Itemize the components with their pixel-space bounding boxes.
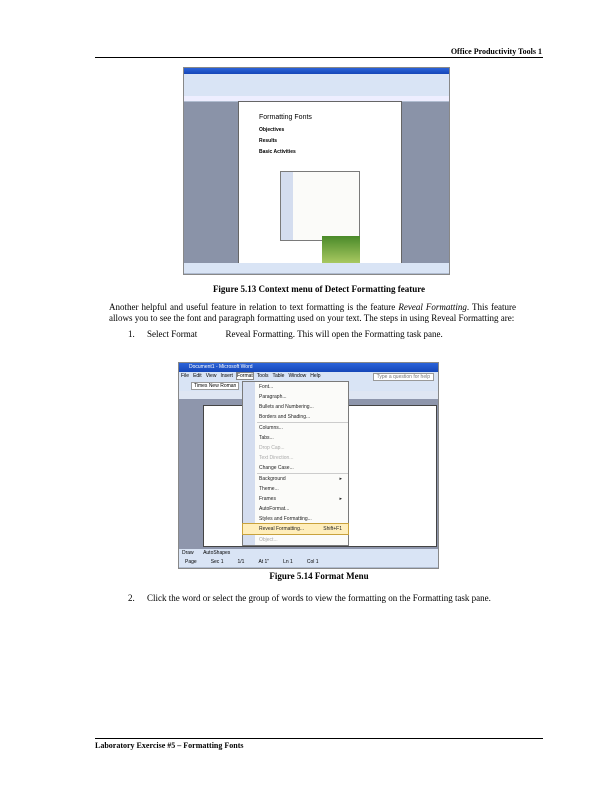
menu-item-theme[interactable] [243,484,348,494]
status-field: 1/1 [237,559,245,565]
doc-heading: Objectives [259,127,285,133]
menu-item-label: Frames [259,496,276,502]
figure-14-caption: Figure 5.14 Format Menu [269,571,369,581]
submenu-arrow-icon: ▸ [339,476,342,482]
step-text: Reveal Formatting. This will open the Formatting task pane. [225,329,443,339]
menu-help[interactable]: Help [310,373,321,379]
menu-item-label: Theme... [259,486,279,492]
menu-item-label: Object... [259,537,278,543]
menu-item-label: Change Case... [259,465,294,471]
context-menu [280,171,360,241]
doc-heading: Formatting Fonts [259,114,312,121]
toolbars [184,74,449,97]
header-rule [95,57,543,58]
body-paragraph [109,302,516,324]
menu-window[interactable]: Window [288,373,307,379]
menu-format[interactable]: Format [236,373,253,379]
paragraph-text: . This feature allows you to see the font and paragraph formatting used on your text. The steps in using Reveal Formatting are: [109,302,517,323]
menu-item-borders-and-shading[interactable] [243,412,348,422]
menu-insert[interactable]: Insert [220,373,233,379]
menu-item-bullets-and-numbering[interactable] [243,402,348,412]
step-number: 2. [128,593,135,603]
autoshapes-menu[interactable]: AutoShapes [203,550,231,556]
shortcut-label: Shift+F1 [323,526,342,532]
menu-item-font[interactable] [243,382,348,392]
figure-13-caption: Figure 5.13 Context menu of Detect Formatting feature [212,284,426,294]
status-bar [179,558,438,568]
menu-item-drop-cap[interactable] [243,443,348,453]
step-1 [109,329,516,340]
step-2 [128,593,491,604]
menu-item-frames[interactable] [243,494,348,504]
image-preview [322,236,360,263]
menu-item-text-direction[interactable] [243,453,348,463]
figure-13-screenshot [183,67,450,275]
menu-item-label: Font... [259,384,274,390]
menu-item-tabs[interactable] [243,433,348,443]
menu-item-label: Columns... [259,425,283,431]
window-title: Document1 - Microsoft Word [179,363,438,372]
help-input[interactable]: Type a question for help [373,373,434,381]
status-bar [184,263,449,274]
step-number: 1. [128,329,135,339]
status-field: At 1" [258,559,270,565]
menu-item-label: Paragraph... [259,394,287,400]
paragraph-text: Another helpful and useful feature in relation to text formatting is the feature [109,302,396,312]
menu-item-object[interactable] [243,535,348,545]
text-block [109,302,516,340]
menu-item-columns[interactable] [243,423,348,433]
submenu-arrow-icon: ▸ [339,496,342,502]
menu-item-styles-and-formatting[interactable] [243,514,348,524]
menu-item-reveal-formatting[interactable] [243,524,348,534]
menu-item-label: Borders and Shading... [259,414,311,420]
header-title: Office Productivity Tools 1 [450,47,542,56]
status-field: Col 1 [306,559,319,565]
menu-item-background[interactable] [243,474,348,484]
menu-item-change-case[interactable] [243,463,348,473]
menu-item-label: Drop Cap... [259,445,285,451]
menu-item-label: Bullets and Numbering... [259,404,314,410]
menu-item-label: Styles and Formatting... [259,516,312,522]
menu-item-label: Background [259,476,286,482]
status-field: Ln 1 [283,559,293,565]
status-field: Page [185,559,197,565]
step-text: Select Format [147,329,198,339]
menu-item-label: Reveal Formatting... [259,526,305,532]
status-field: Sec 1 [210,559,224,565]
doc-heading: Results [259,138,278,144]
font-box[interactable]: Times New Roman [191,382,239,390]
menu-edit[interactable]: Edit [193,373,202,379]
format-menu [242,381,349,546]
menu-table[interactable]: Table [272,373,285,379]
doc-heading: Basic Activities [259,149,296,155]
menu-item-label: Tabs... [259,435,274,441]
menu-item-autoformat[interactable] [243,504,348,514]
footer-title: Laboratory Exercise #5 – Formatting Fonts [95,741,244,750]
draw-menu[interactable]: Draw [182,550,194,556]
menu-item-label: AutoFormat... [259,506,290,512]
menu-item-label: Text Direction... [259,455,294,461]
menu-item-paragraph[interactable] [243,392,348,402]
figure-14-screenshot [178,362,439,569]
menu-tools[interactable]: Tools [256,373,269,379]
menu-view[interactable]: View [205,373,217,379]
step-text: Click the word or select the group of words to view the formatting on the Formatting task pane. [147,593,491,603]
paragraph-emphasis: Reveal Formatting [398,302,467,312]
menu-file[interactable]: File [181,373,190,379]
footer-rule [95,738,543,739]
